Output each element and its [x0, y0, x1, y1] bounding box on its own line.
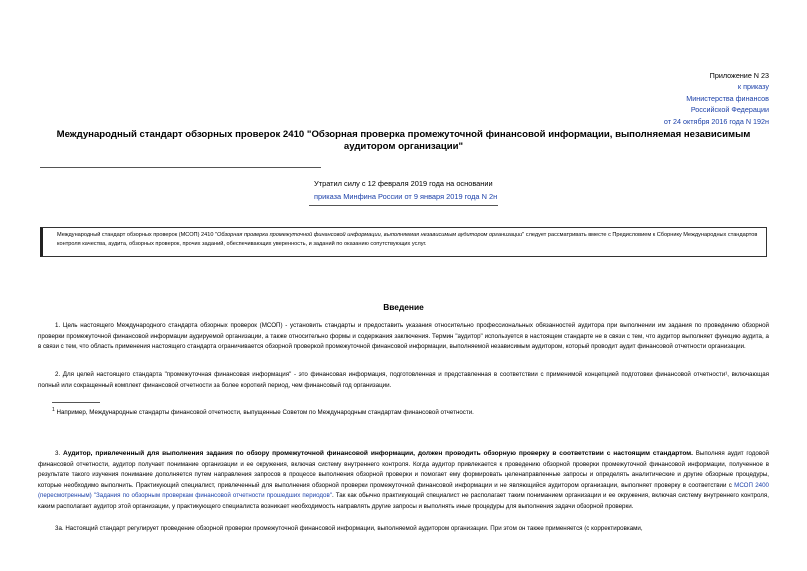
- paragraph-3-bold: Аудитор, привлеченный для выполнения задания по обзору промежуточной финансовой информации, должен проводить обзорную проверку в соответствии с настоящим стандартом.: [62, 450, 693, 457]
- paragraph-2: [38, 370, 769, 391]
- appendix-order-link[interactable]: к приказу: [737, 82, 769, 92]
- footnote-mark: 1: [52, 407, 55, 413]
- footnote: [52, 405, 474, 418]
- paragraph-3-number: 3.: [55, 450, 61, 457]
- paragraph-3a-text: 3а. Настоящий стандарт регулирует проведение обзорной проверки промежуточной финансовой информации, выполняемой аудитором организации. При этом он также применяется (с корректировками,: [55, 525, 643, 532]
- footnote-text: Например, Международные стандарты финансовой отчетности, выпущенные Советом по Международным стандартам финансовой отчетности.: [56, 409, 474, 417]
- review-engagements-link[interactable]: "Задания по обзорным проверкам финансовой отчетности прошедших периодов": [93, 492, 332, 500]
- msop-2400-link[interactable]: МСОП 2400 (пересмотренным): [38, 481, 769, 500]
- footnote-divider: [52, 402, 100, 403]
- document-title: Международный стандарт обзорных проверок 2410 "Обзорная проверка промежуточной финансовой информации, выполняемая независимым аудитором организации": [56, 129, 751, 152]
- paragraph-3-text-2: . Так как обычно практикующий специалист не располагает таким пониманием организации и ее окружения, включая систему внутреннего контроля, каким располагает аудитор этой организации, у практикующего специалиста возникает необходимость направлять другие запросы и выполнять иные процедуры для выполнения задачи обзорной проверки.: [38, 492, 769, 510]
- title-divider: [40, 167, 321, 168]
- expired-divider: [309, 205, 498, 206]
- appendix-date-link[interactable]: от 24 октября 2016 года N 192н: [663, 116, 769, 126]
- paragraph-2-text: 2. Для целей настоящего стандарта "промежуточная финансовая информация" - это финансовая информация, подготовленная и представленная в соответствии с применимой концепцией подготовки финансовой отчетности¹, включающая полный или сокращенный комплект финансовой отчетности за более короткий период, чем финансовый год организации.: [38, 371, 769, 389]
- appendix-number: Приложение N 23: [709, 71, 769, 80]
- paragraph-3-text-1: Выполняя аудит годовой финансовой отчетности, аудитор получает понимание организации и ее окружения, включая систему внутреннего контроля. Когда аудитор привлекается к проведению обзорной проверки промежуточной финансовой информации, полученное в результате такого изучения понимание дополняется путем направления запросов в процессе выполнения обзорной проверки и помогает ему формировать целенаправленные запросы и определять аналитические и другие обзорные процедуры, которые необходимо выполнить. Практикующий специалист, привлеченный для выполнения обзорной проверки промежуточной финансовой информации и не являющийся аудитором организации, выполняет проверку в соответствии с: [38, 450, 769, 489]
- paragraph-3: [38, 449, 769, 513]
- appendix-header: [664, 70, 769, 127]
- note-lead: Международный стандарт обзорных проверок (МСОП) 2410 ": [57, 232, 217, 238]
- paragraph-3a: [38, 524, 769, 535]
- expired-text: Утратил силу с 12 февраля 2019 года на основании: [314, 179, 493, 188]
- expired-notice: [314, 178, 497, 203]
- paragraph-1-text: 1. Цель настоящего Международного стандарта обзорных проверок (МСОП) - установить стандарты и предоставить указания относительно профессиональных обязанностей аудитора при выполнении им задания по проведению обзорной проверки промежуточной финансовой информации аудируемой организации, а также относительно формы и содержания заключения. Термин "аудитор" используется в настоящем стандарте не в связи с тем, что аудитор выполняет функцию аудита, а в связи с тем, что область применения настоящего стандарта ограничивается обзорной проверкой промежуточной финансовой информации, выполняемой независимым аудитором, который проводит аудит финансовой отчетности организации.: [38, 322, 769, 351]
- note-tail: " следует рассматривать вместе с Предисловием к Сборнику Международных стандартов контроля качества, аудита, обзорных проверок, прочих заданий, обеспечивающих уверенность, и заданий по оказанию сопутствующих услуг.: [57, 232, 758, 248]
- paragraph-1: [38, 321, 769, 353]
- note-italic: Обзорная проверка промежуточной финансовой информации, выполняемая независимым аудитором организации: [216, 232, 523, 238]
- appendix-ministry-link[interactable]: Министерства финансов: [686, 93, 769, 103]
- section-heading: Введение: [383, 302, 424, 312]
- preface-note-box: [40, 227, 767, 257]
- expired-order-link[interactable]: приказа Минфина России от 9 января 2019 года N 2н: [314, 191, 498, 201]
- appendix-country-link[interactable]: Российской Федерации: [690, 105, 769, 115]
